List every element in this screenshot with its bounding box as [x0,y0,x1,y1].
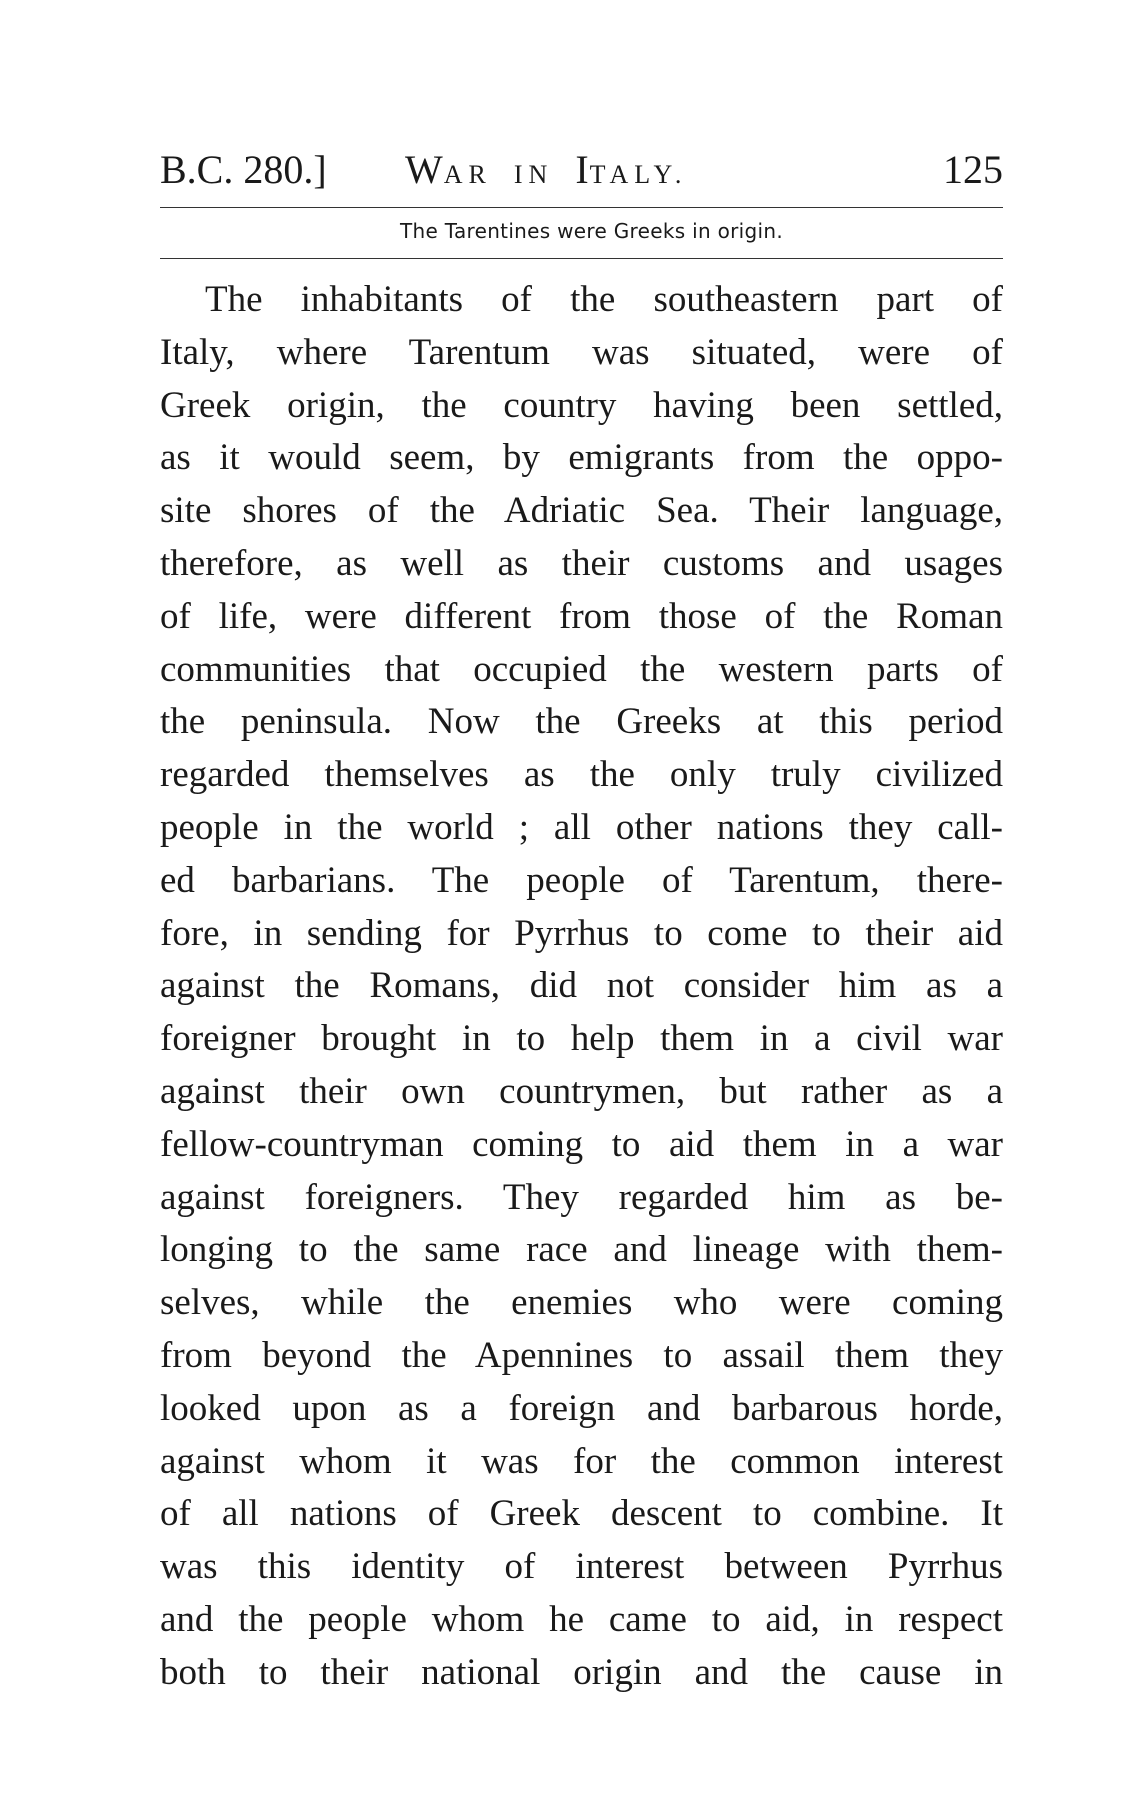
header-title-w: W [405,147,444,192]
text-line: fellow-countryman coming to aid them in a war [160,1123,1003,1165]
text-line: the peninsula. Now the Greeks at this period [160,701,1003,743]
text-line: selves, while the enemies who were coming [160,1282,1003,1324]
text-line: as it would seem, by emigrants from the oppo- [160,437,1003,479]
text-line: both to their national origin and the cause in [160,1651,1003,1693]
body-paragraph [160,274,1003,1700]
header-rule-top [160,207,1003,208]
text-line: foreigner brought in to help them in a civil war [160,1018,1003,1060]
text-line: from beyond the Apennines to assail them they [160,1334,1003,1376]
marginal-summary: The Tarentines were Greeks in origin. [400,219,783,243]
header-title-in: IN [513,160,554,189]
text-line: against their own countrymen, but rather as a [160,1070,1003,1112]
text-line: regarded themselves as the only truly civilized [160,754,1003,796]
header-title [405,140,687,205]
text-line: longing to the same race and lineage with them- [160,1229,1003,1271]
text-line: The inhabitants of the southeastern part of [205,279,1003,320]
text-line: fore, in sending for Pyrrhus to come to their aid [160,912,1003,954]
header-title-ar: AR [443,160,492,189]
header-title-i: I [575,147,590,192]
text-line: site shores of the Adriatic Sea. Their language, [160,490,1003,532]
text-line: against the Romans, did not consider him as a [160,965,1003,1007]
header-date: B.C. 280.] [160,147,327,192]
header-title-taly: TALY. [589,160,688,189]
text-line: of life, were different from those of the Roman [160,595,1003,637]
header-rule-bottom [160,258,1003,259]
text-line: looked upon as a foreign and barbarous horde, [160,1387,1003,1429]
text-line: communities that occupied the western parts of [160,648,1003,690]
text-line: people in the world ; all other nations they call- [160,806,1003,848]
text-line: and the people whom he came to aid, in respect [160,1598,1003,1640]
text-line: Italy, where Tarentum was situated, were of [160,331,1003,373]
text-line: against whom it was for the common interest [160,1440,1003,1482]
text-line: was this identity of interest between Pyrrhus [160,1546,1003,1588]
text-line: against foreigners. They regarded him as be- [160,1176,1003,1218]
text-line: Greek origin, the country having been settled, [160,384,1003,426]
text-line: of all nations of Greek descent to combine. It [160,1493,1003,1535]
running-header [160,140,1003,200]
text-line: therefore, as well as their customs and usages [160,542,1003,584]
text-line: ed barbarians. The people of Tarentum, there- [160,859,1003,901]
page-number: 125 [943,147,1003,192]
